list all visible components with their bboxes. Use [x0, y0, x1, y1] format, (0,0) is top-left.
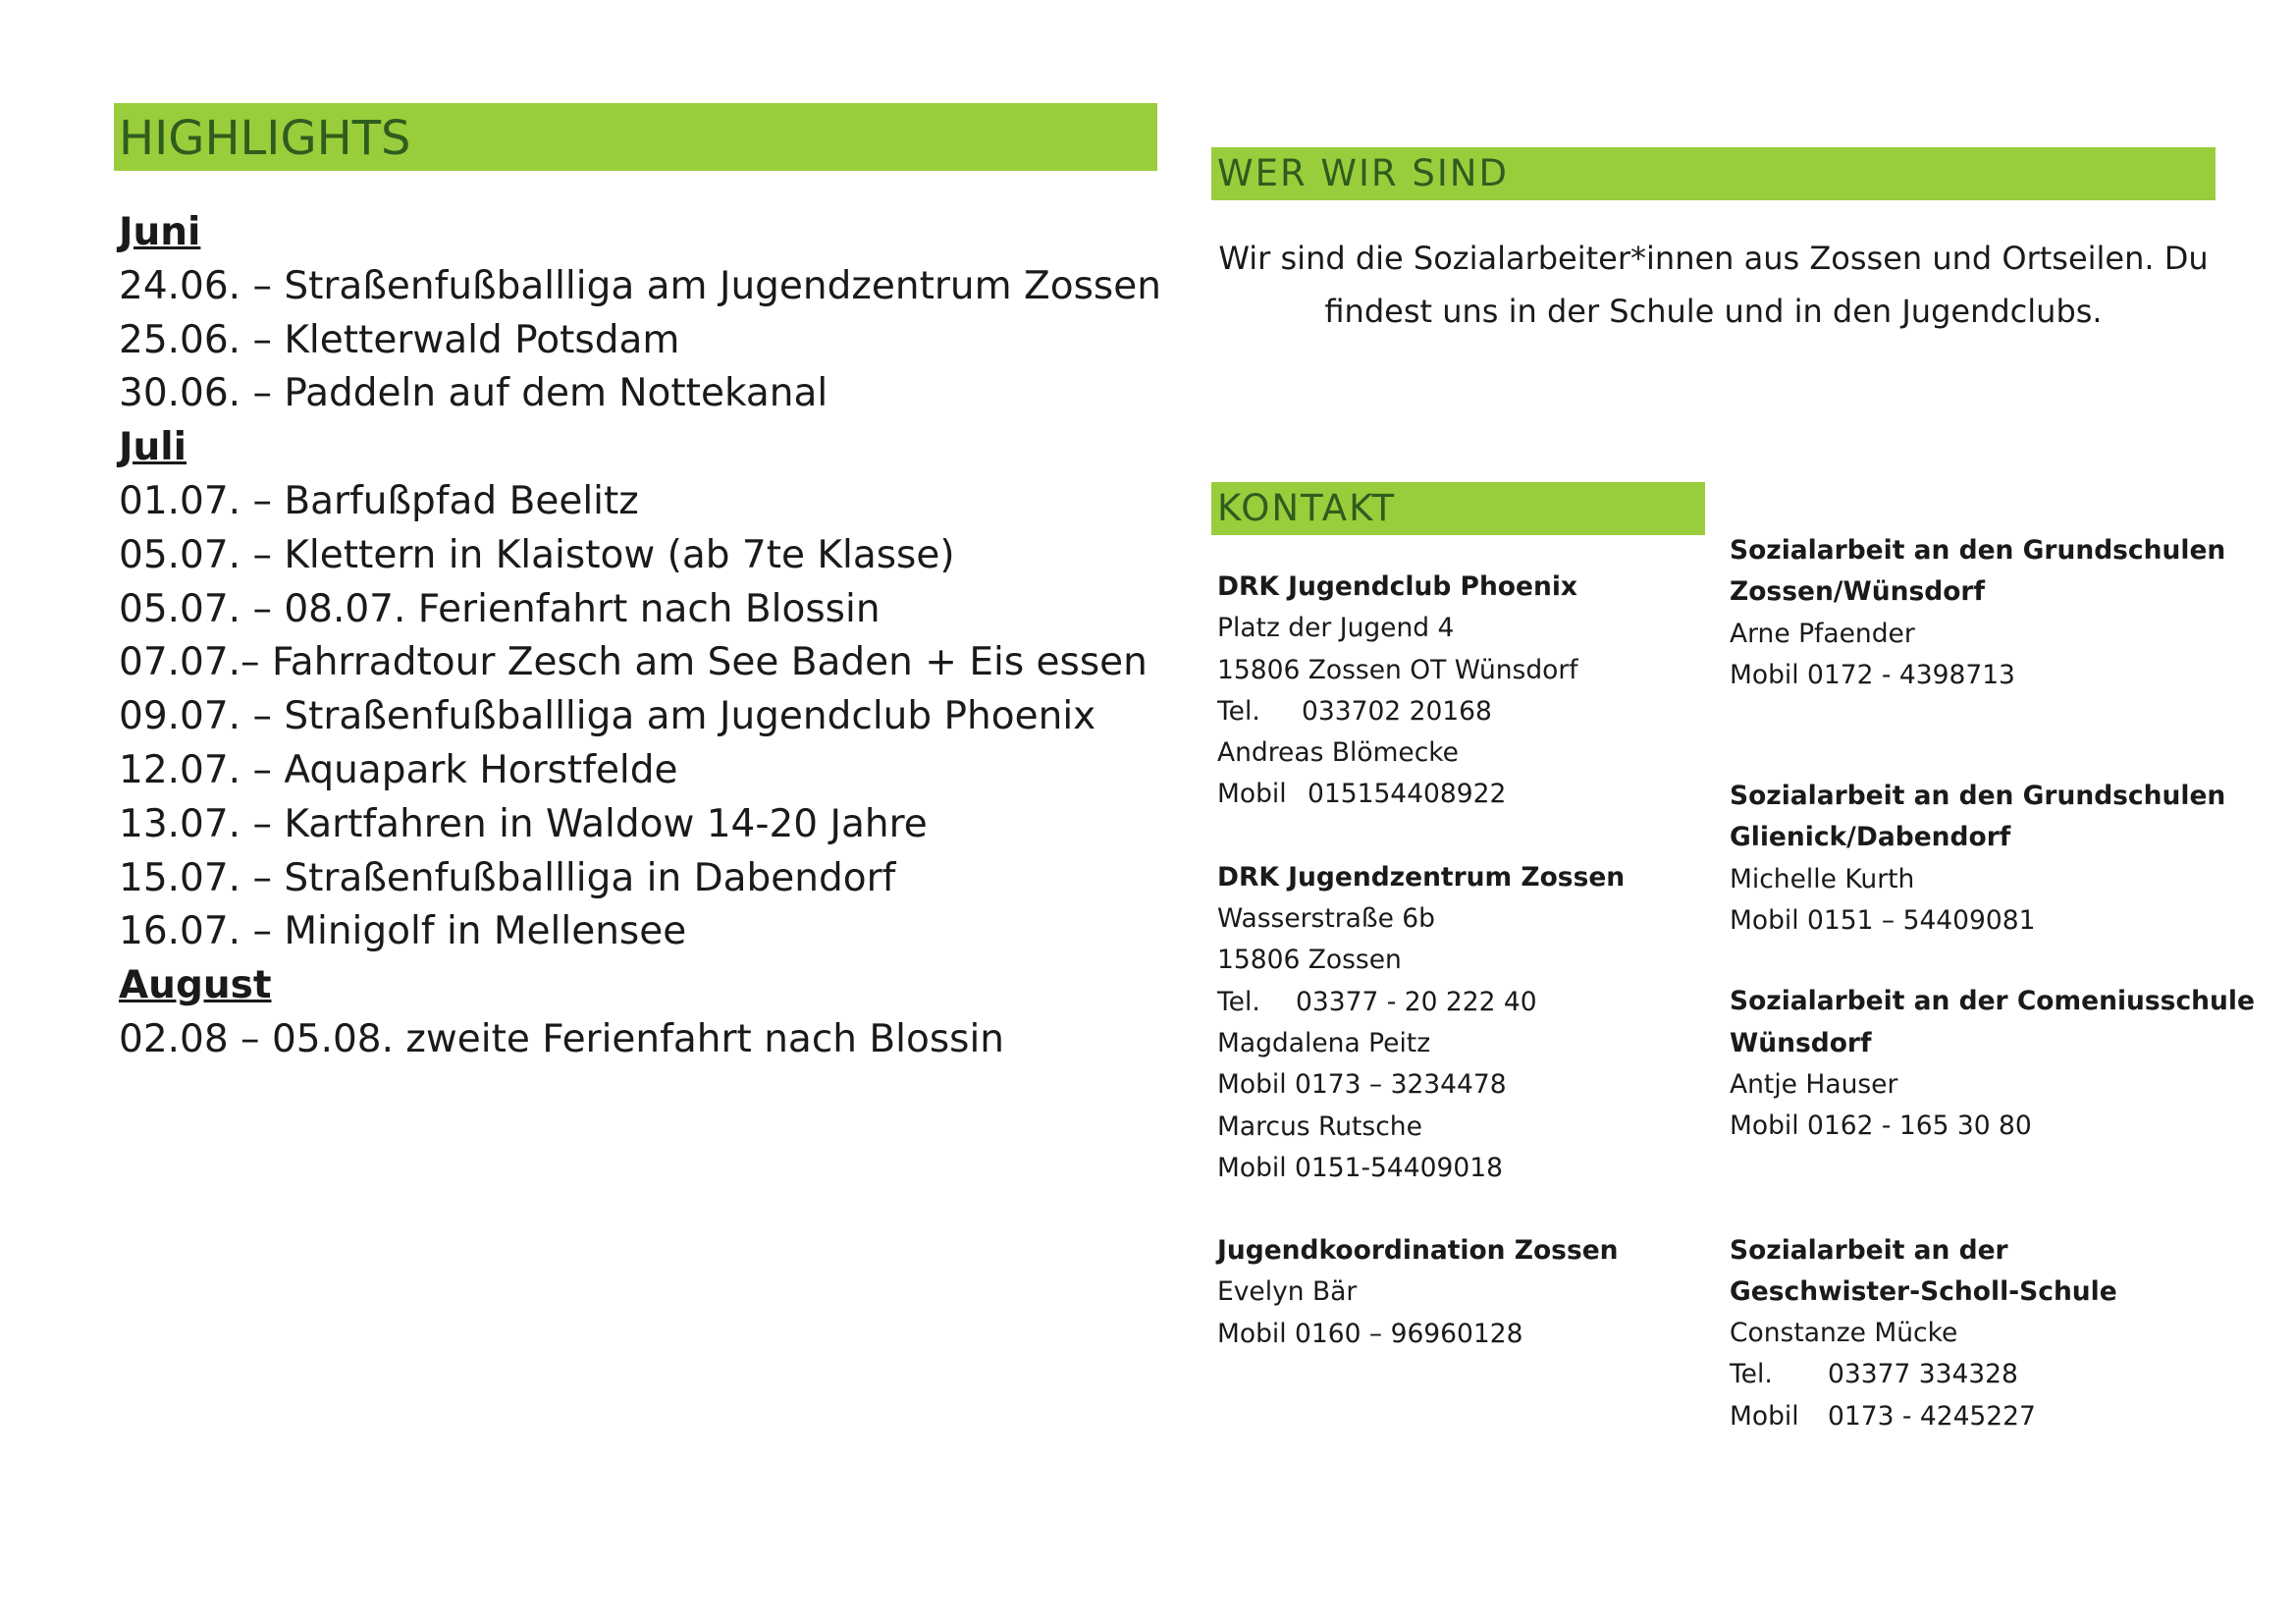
intro-line: Wir sind die Sozialarbeiter*innen aus Zossen und Ortseilen. Du: [1218, 240, 2209, 277]
event-item: 05.07. – Klettern in Klaistow (ab 7te Klasse): [119, 532, 955, 577]
contact-name: Sozialarbeit an den Grundschulen: [1730, 781, 2226, 812]
event-item: 02.08 – 05.08. zweite Ferienfahrt nach Blossin: [119, 1016, 1005, 1061]
contact-person: Magdalena Peitz: [1217, 1027, 1431, 1058]
mobil-label: Mobil: [1217, 779, 1287, 810]
contact-person: Marcus Rutsche: [1217, 1110, 1422, 1142]
tel-label: Tel.: [1217, 695, 1260, 727]
tel-label: Tel.: [1730, 1359, 1773, 1390]
event-item: 15.07. – Straßenfußballliga in Dabendorf: [119, 855, 896, 900]
contact-name: DRK Jugendzentrum Zossen: [1217, 861, 1626, 893]
intro-line: findest uns in der Schule und in den Jugendclubs.: [1324, 293, 2103, 330]
event-item: 05.07. – 08.07. Ferienfahrt nach Blossin: [119, 586, 881, 631]
tel-number: 033702 20168: [1302, 695, 1492, 727]
contact-mobil: [1730, 1396, 2255, 1437]
contact-name: Wünsdorf: [1730, 1027, 1872, 1058]
contact-tel: [1217, 982, 1625, 1023]
contact-name: Jugendkoordination Zossen: [1217, 1235, 1619, 1267]
month-heading-juli: Juli: [119, 425, 187, 470]
event-item: 16.07. – Minigolf in Mellensee: [119, 909, 687, 954]
contact-street: Platz der Jugend 4: [1217, 613, 1455, 644]
contact-mobil: Mobil 0162 - 165 30 80: [1730, 1110, 2032, 1142]
mobil-number: 015154408922: [1308, 779, 1507, 810]
contact-name: Sozialarbeit an den Grundschulen: [1730, 535, 2226, 566]
contact-name: DRK Jugendclub Phoenix: [1217, 571, 1578, 602]
contact-block-koordination: [1217, 1230, 1625, 1355]
event-item: 07.07.– Fahrradtour Zesch am See Baden + Eis essen: [119, 640, 1148, 685]
event-item: 12.07. – Aquapark Horstfelde: [119, 747, 678, 792]
contact-name: Geschwister-Scholl-Schule: [1730, 1275, 2117, 1307]
contact-column-right: [1730, 530, 2255, 1437]
event-item: 24.06. – Straßenfußballliga am Jugendzentrum Zossen: [119, 263, 1161, 308]
contact-city: 15806 Zossen: [1217, 945, 1402, 976]
contact-mobil: Mobil 0151 – 54409081: [1730, 905, 2036, 937]
month-heading-august: August: [119, 963, 272, 1008]
contact-tel: [1217, 691, 1625, 732]
event-item: 09.07. – Straßenfußballliga am Jugendclub Phoenix: [119, 694, 1096, 739]
contact-mobil: [1217, 774, 1625, 815]
contact-tel: [1730, 1354, 2255, 1395]
event-item: 01.07. – Barfußpfad Beelitz: [119, 478, 639, 523]
highlights-event-list: [119, 206, 1159, 1067]
contact-city: 15806 Zossen OT Wünsdorf: [1217, 654, 1578, 685]
contact-mobil: Mobil 0160 – 96960128: [1217, 1318, 1523, 1349]
contact-person: Andreas Blömecke: [1217, 737, 1459, 769]
contact-column-left: [1217, 567, 1625, 1355]
tel-number: 03377 334328: [1828, 1359, 2018, 1390]
contact-name: Sozialarbeit an der: [1730, 1234, 2008, 1266]
wer-wir-sind-title: WER WIR SIND: [1217, 152, 1509, 194]
contact-mobil: Mobil 0172 - 4398713: [1730, 659, 2015, 690]
contact-block-jugendzentrum: [1217, 857, 1625, 1189]
month-heading-juni: Juni: [119, 210, 201, 254]
contact-block-phoenix: [1217, 567, 1625, 816]
event-item: 30.06. – Paddeln auf dem Nottekanal: [119, 371, 828, 416]
contact-street: Wasserstraße 6b: [1217, 903, 1435, 935]
event-item: 13.07. – Kartfahren in Waldow 14-20 Jahre: [119, 801, 928, 846]
contact-person: Constanze Mücke: [1730, 1318, 1958, 1349]
wer-wir-sind-text: [1211, 232, 2216, 338]
kontakt-title: KONTAKT: [1217, 487, 1397, 529]
contact-block-comenius: [1730, 981, 2255, 1147]
contact-person: Antje Hauser: [1730, 1068, 1898, 1100]
mobil-number: 0173 - 4245227: [1828, 1400, 2036, 1432]
contact-person: Arne Pfaender: [1730, 618, 1915, 649]
contact-name: Glienick/Dabendorf: [1730, 822, 2011, 853]
contact-block-gs-glienick: [1730, 776, 2255, 942]
event-item: 25.06. – Kletterwald Potsdam: [119, 317, 680, 362]
highlights-title: HIGHLIGHTS: [119, 111, 411, 166]
contact-person: Michelle Kurth: [1730, 863, 1915, 894]
tel-number: 03377 - 20 222 40: [1296, 986, 1537, 1017]
contact-person: Evelyn Bär: [1217, 1276, 1358, 1308]
contact-name: Sozialarbeit an der Comeniusschule: [1730, 986, 2255, 1017]
contact-mobil: Mobil 0151-54409018: [1217, 1152, 1503, 1183]
contact-block-scholl: [1730, 1230, 2255, 1437]
mobil-label: Mobil: [1730, 1400, 1799, 1432]
contact-block-gs-zossen: [1730, 530, 2255, 696]
tel-label: Tel.: [1217, 986, 1260, 1017]
contact-name: Zossen/Wünsdorf: [1730, 576, 1985, 608]
contact-mobil: Mobil 0173 – 3234478: [1217, 1069, 1507, 1101]
